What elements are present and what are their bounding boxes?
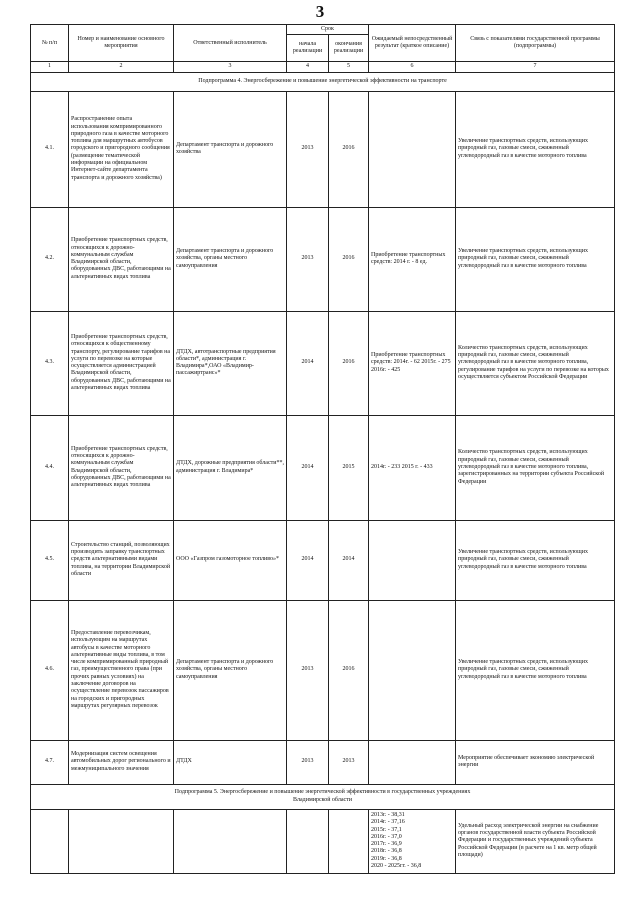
result-line: 2015г. - 37,1: [371, 826, 402, 833]
result-line: 2020 - 2025гг. - 36,8: [371, 862, 422, 869]
row-end: 2016: [329, 311, 369, 415]
row-result: [369, 600, 456, 740]
row-result: [369, 520, 456, 600]
result-line: 2013г. - 38,31: [371, 811, 405, 818]
subprogram-5-title-line1: Подпрограмма 5. Энергосбережение и повышение энергетической эффективности в государственных учреждениях: [174, 789, 471, 796]
subprogram-5-row: [31, 784, 615, 809]
row-executor: Департамент транспорта и дорожного хозяйства, органы местного самоуправления: [174, 207, 287, 311]
row-result: Приобретение транспортных средств: 2014г. - 62 2015г. - 275 2016г. - 425: [369, 311, 456, 415]
column-index-row: [31, 62, 615, 72]
table-row: [31, 600, 615, 740]
row-end: 2013: [329, 740, 369, 784]
row-start: 2014: [287, 415, 329, 520]
row-num: 4.2.: [31, 207, 69, 311]
table-row: [31, 520, 615, 600]
row-measure: Модернизация систем освещения автомобильных дорог регионального и межмуниципального значения: [69, 740, 174, 784]
row-executor: ООО «Газпром газомоторное топливо»*: [174, 520, 287, 600]
row-link: Количество транспортных средств, использующих природный газ, газовые смеси, сжиженный углеводородный газ в качестве моторного топлива, регулирование тарифов на услуги по перевозке на которых осуществляется субъектом Российской Федерации: [456, 311, 615, 415]
table-row: [31, 311, 615, 415]
row-end: 2016: [329, 207, 369, 311]
row-num: 4.6.: [31, 600, 69, 740]
row-measure: Приобретение транспортных средств, относящихся к дорожно-коммунальным службам Владимирской области, оборудованных ДВС, работающими на альтернативных видах топлива: [69, 207, 174, 311]
row-measure: Предоставление перевозчикам, использующим на маршрутах автобусы в качестве моторного альтернативные виды топлива, в том числе компримированный природный газ, преимущественного права (при прочих равных условиях) на заключение договоров на осуществление перевозок пассажиров на городских и пригородных маршрутах регулярных перевозок: [69, 600, 174, 740]
row-result: [369, 740, 456, 784]
row-measure: Приобретение транспортных средств, относящихся к дорожно-коммунальным службам Владимирской области, оборудованных ДВС, работающими на альтернативных видах топлива: [69, 415, 174, 520]
result-line: 2014г. - 37,16: [371, 819, 405, 826]
row-num: 4.1.: [31, 91, 69, 207]
row-result: Приобретение транспортных средств: 2014 г. - 8 ед.: [369, 207, 456, 311]
row-num: 4.5.: [31, 520, 69, 600]
row-num: 4.3.: [31, 311, 69, 415]
col-index: 6: [369, 62, 456, 72]
table-row: [31, 740, 615, 784]
row-start: 2013: [287, 600, 329, 740]
subprogram-5-title-line2: Владимирской области: [293, 796, 352, 803]
row-end: 2014: [329, 520, 369, 600]
row-link: Увеличение транспортных средств, использующих природный газ, газовые смеси, сжиженный углеводородный газ в качестве моторного топлива: [456, 207, 615, 311]
row-link: Увеличение транспортных средств, использующих природный газ, газовые смеси, сжиженный углеводородный газ в качестве моторного топлива: [456, 520, 615, 600]
row-start: 2014: [287, 311, 329, 415]
row-end: 2015: [329, 415, 369, 520]
row-link: Количество транспортных средств, использующих природный газ, газовые смеси, сжиженный углеводородный газ в качестве моторного топлива, зарегистрированных на территории субъекта Российской Федерации: [456, 415, 615, 520]
row-start: 2013: [287, 207, 329, 311]
header-end: окончания реализации: [329, 35, 369, 62]
header-num: № п/п: [31, 25, 69, 62]
col-index: 1: [31, 62, 69, 72]
result-line: 2017г. - 36,9: [371, 841, 402, 848]
subprogram-4-title: Подпрограмма 4. Энергосбережение и повышение энергетической эффективности на транспорте: [31, 72, 615, 91]
row-measure: Распространение опыта использования компримированного природного газа в качестве моторного топлива для маршрутных автобусов городского и пригородного сообщения (размещение тематической информации на официальном Интернет-сайте департамента транспорта и дорожного хозяйства): [69, 91, 174, 207]
row-end: [329, 809, 369, 873]
row-executor: ДТДХ, автотранспортные предприятия области*, администрация г. Владимира*,ОАО «Владимир-пассажиртранс»*: [174, 311, 287, 415]
subprogram-4-row: [31, 72, 615, 91]
result-line: 2016г. - 37,0: [371, 833, 402, 840]
row-end: 2016: [329, 91, 369, 207]
header-link: Связь с показателями государственной программы (подпрограммы): [456, 25, 615, 62]
row-measure: [69, 809, 174, 873]
row-start: 2014: [287, 520, 329, 600]
row-result: [369, 809, 456, 873]
header-term: Срок: [287, 25, 369, 35]
row-link: Мероприятие обеспечивает экономию электрической энергии: [456, 740, 615, 784]
row-result: 2014г. - 233 2015 г. - 433: [369, 415, 456, 520]
row-measure: Строительство станций, позволяющих производить заправку транспортных средств альтернативными видами топлива, на территории Владимирской области: [69, 520, 174, 600]
result-line: 2018г. - 36,8: [371, 848, 402, 855]
row-num: 4.7.: [31, 740, 69, 784]
header-measure: Номер и наименование основного мероприятия: [69, 25, 174, 62]
page-number: 3: [315, 2, 325, 21]
row-executor: Департамент транспорта и дорожного хозяйства: [174, 91, 287, 207]
row-result: [369, 91, 456, 207]
row-link: Удельный расход электрической энергии на снабжение органов государственной власти субъекта Российской Федерации и государственных учреждений субъекта Российской Федерации (в расчете на 1 кв. метр общей площади): [456, 809, 615, 873]
header-result: Ожидаемый непосредственный результат (краткое описание): [369, 25, 456, 62]
col-index: 3: [174, 62, 287, 72]
row-executor: Департамент транспорта и дорожного хозяйства, органы местного самоуправления: [174, 600, 287, 740]
measures-table: [30, 24, 615, 874]
row-measure: Приобретение транспортных средств, относящихся к общественному транспорту, регулирование тарифов на услуги по перевозке на которые осуществляется администрацией Владимирской области, оборудованных ДВС, работающими на альтернативных видах топлива: [69, 311, 174, 415]
table-row: [31, 91, 615, 207]
row-num: 4.4.: [31, 415, 69, 520]
row-executor: [174, 809, 287, 873]
header-executor: Ответственный исполнитель: [174, 25, 287, 62]
subprogram-5-title: [31, 784, 615, 809]
table-row: [31, 415, 615, 520]
table-row: [31, 207, 615, 311]
row-num: [31, 809, 69, 873]
row-end: 2016: [329, 600, 369, 740]
col-index: 2: [69, 62, 174, 72]
col-index: 5: [329, 62, 369, 72]
row-start: 2013: [287, 740, 329, 784]
header-row: [31, 25, 615, 35]
col-index: 7: [456, 62, 615, 72]
row-link: Увеличение транспортных средств, использующих природный газ, газовые смеси, сжиженный углеводородный газ в качестве моторного топлива: [456, 600, 615, 740]
result-line: 2019г. - 36,8: [371, 855, 402, 862]
col-index: 4: [287, 62, 329, 72]
row-start: [287, 809, 329, 873]
header-start: начала реализации: [287, 35, 329, 62]
row-executor: ДТДХ, дорожные предприятия области**, администрация г. Владимира*: [174, 415, 287, 520]
row-link: Увеличение транспортных средств, использующих природный газ, газовые смеси, сжиженный углеводородный газ в качестве моторного топлива: [456, 91, 615, 207]
row-executor: ДТДХ: [174, 740, 287, 784]
row-start: 2013: [287, 91, 329, 207]
table-row: [31, 809, 615, 873]
